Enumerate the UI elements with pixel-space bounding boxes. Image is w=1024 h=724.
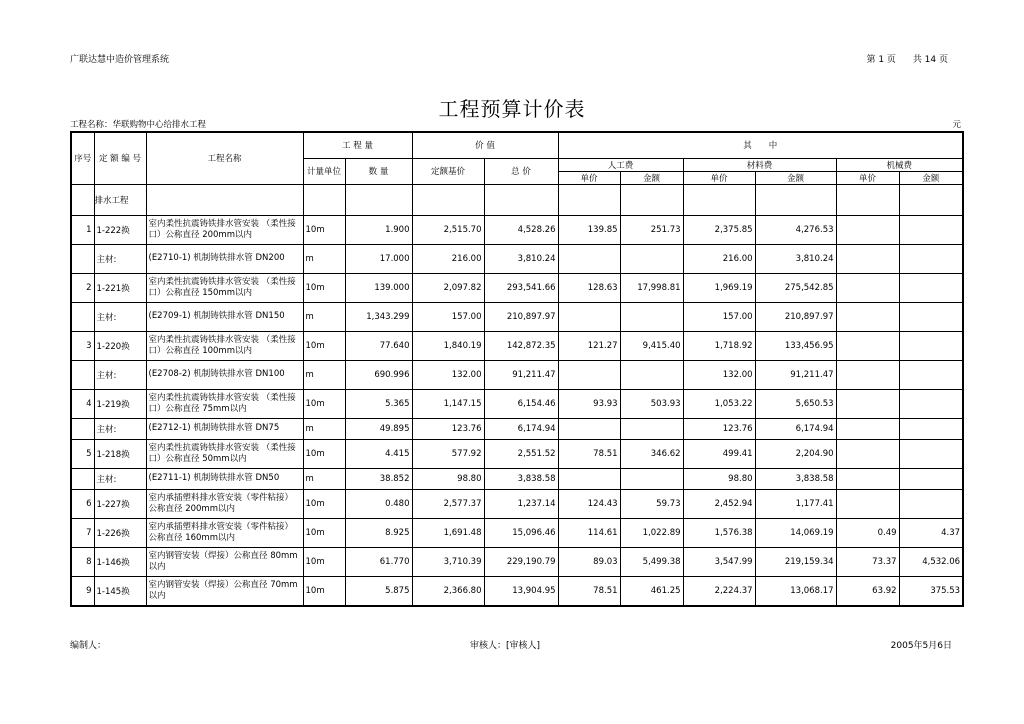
seq-cell: 2	[71, 273, 94, 302]
col-labor-amount: 金额	[620, 171, 683, 184]
qty-cell: 1,343.299	[345, 302, 412, 331]
qty-cell: 690.996	[345, 360, 412, 389]
unit-cell: 10m	[303, 439, 345, 468]
machine-amount-cell	[899, 418, 963, 439]
col-seq: 序号	[71, 132, 94, 184]
unit-cell: 10m	[303, 518, 345, 547]
item-name: 室内柔性抗震铸铁排水管安装 （柔性接口）公称直径 200mm以内	[146, 215, 303, 244]
seq-cell: 4	[71, 389, 94, 418]
qty-cell: 139.000	[345, 273, 412, 302]
unit-cell: 10m	[303, 489, 345, 518]
system-name: 广联达慧中造价管理系统	[70, 55, 170, 65]
col-among: 其 中	[558, 132, 963, 158]
labor-price-cell: 121.27	[558, 331, 620, 360]
material-amount-cell: 13,068.17	[755, 576, 836, 606]
col-qty: 数 量	[345, 158, 412, 184]
qty-cell: 17.000	[345, 244, 412, 273]
machine-amount-cell: 4,532.06	[899, 547, 963, 576]
seq-cell: 7	[71, 518, 94, 547]
col-quota: 定 额 编 号	[94, 132, 146, 184]
total-cell: 3,810.24	[484, 244, 558, 273]
material-amount-cell: 6,174.94	[755, 418, 836, 439]
base-price-cell: 1,691.48	[412, 518, 484, 547]
item-name: 室内柔性抗震铸铁排水管安装 （柔性接口）公称直径 50mm以内	[146, 439, 303, 468]
material-price-cell: 132.00	[683, 360, 755, 389]
unit-cell: m	[303, 302, 345, 331]
material-price-cell: 1,053.22	[683, 389, 755, 418]
unit-cell: m	[303, 468, 345, 489]
item-name: 室内承插塑料排水管安装（零件粘接）公称直径 200mm以内	[146, 489, 303, 518]
unit-cell: 10m	[303, 547, 345, 576]
base-price-cell: 1,840.19	[412, 331, 484, 360]
material-row	[71, 418, 963, 439]
base-price-cell: 577.92	[412, 439, 484, 468]
quota-code: 主材:	[94, 244, 146, 273]
labor-price-cell: 128.63	[558, 273, 620, 302]
seq-cell	[71, 244, 94, 273]
material-price-cell: 216.00	[683, 244, 755, 273]
seq-cell: 9	[71, 576, 94, 606]
material-price-cell: 1,576.38	[683, 518, 755, 547]
machine-price-cell: 63.92	[836, 576, 899, 606]
col-machine: 机械费	[836, 158, 963, 171]
machine-price-cell	[836, 489, 899, 518]
quota-code: 1-226换	[94, 518, 146, 547]
qty-cell: 1.900	[345, 215, 412, 244]
labor-amount-cell: 5,499.38	[620, 547, 683, 576]
material-amount-cell: 3,838.58	[755, 468, 836, 489]
material-price-cell: 499.41	[683, 439, 755, 468]
qty-cell: 77.640	[345, 331, 412, 360]
table-row	[71, 273, 963, 302]
machine-amount-cell	[899, 302, 963, 331]
machine-amount-cell	[899, 468, 963, 489]
material-price-cell: 1,969.19	[683, 273, 755, 302]
material-amount-cell: 3,810.24	[755, 244, 836, 273]
machine-amount-cell	[899, 244, 963, 273]
quota-code: 主材:	[94, 360, 146, 389]
unit-cell: 10m	[303, 576, 345, 606]
unit-cell: 10m	[303, 215, 345, 244]
total-cell: 15,096.46	[484, 518, 558, 547]
material-price-cell: 1,718.92	[683, 331, 755, 360]
total-cell: 4,528.26	[484, 215, 558, 244]
quota-code: 主材:	[94, 468, 146, 489]
machine-amount-cell	[899, 489, 963, 518]
material-price-cell: 98.80	[683, 468, 755, 489]
seq-cell: 6	[71, 489, 94, 518]
col-unit: 计量单位	[303, 158, 345, 184]
material-amount-cell: 2,204.90	[755, 439, 836, 468]
table-row	[71, 489, 963, 518]
labor-price-cell	[558, 360, 620, 389]
quota-code: 1-227换	[94, 489, 146, 518]
material-amount-cell: 91,211.47	[755, 360, 836, 389]
base-price-cell: 1,147.15	[412, 389, 484, 418]
machine-amount-cell	[899, 273, 963, 302]
project-name: 工程名称：华联购物中心给排水工程	[70, 120, 207, 130]
table-row	[71, 576, 963, 606]
total-cell: 13,904.95	[484, 576, 558, 606]
total-cell: 1,237.14	[484, 489, 558, 518]
quota-code: 1-222换	[94, 215, 146, 244]
base-price-cell: 132.00	[412, 360, 484, 389]
machine-price-cell	[836, 215, 899, 244]
seq-cell	[71, 302, 94, 331]
qty-cell: 5.365	[345, 389, 412, 418]
base-price-cell: 216.00	[412, 244, 484, 273]
material-price-cell: 2,224.37	[683, 576, 755, 606]
labor-price-cell	[558, 244, 620, 273]
col-labor-price: 单价	[558, 171, 620, 184]
page-title: 工程预算计价表	[438, 97, 586, 121]
material-amount-cell: 4,276.53	[755, 215, 836, 244]
labor-price-cell	[558, 302, 620, 331]
material-amount-cell: 210,897.97	[755, 302, 836, 331]
section-title: 排水工程	[94, 184, 146, 215]
header-row-1	[71, 132, 963, 158]
col-name: 工程名称	[146, 132, 303, 184]
table-row	[71, 215, 963, 244]
total-cell: 2,551.52	[484, 439, 558, 468]
labor-amount-cell: 59.73	[620, 489, 683, 518]
quota-code: 1-219换	[94, 389, 146, 418]
labor-amount-cell	[620, 360, 683, 389]
currency-unit: 元	[952, 120, 961, 130]
machine-amount-cell	[899, 331, 963, 360]
material-price-cell: 2,375.85	[683, 215, 755, 244]
labor-price-cell: 78.51	[558, 439, 620, 468]
item-name: (E2711-1) 机制铸铁排水管 DN50	[146, 468, 303, 489]
report-date: 2005年5月6日	[890, 641, 952, 651]
base-price-cell: 2,097.82	[412, 273, 484, 302]
item-name: 室内承插塑料排水管安装（零件粘接）公称直径 160mm以内	[146, 518, 303, 547]
unit-cell: m	[303, 418, 345, 439]
material-amount-cell: 275,542.85	[755, 273, 836, 302]
base-price-cell: 2,515.70	[412, 215, 484, 244]
labor-price-cell: 114.61	[558, 518, 620, 547]
machine-price-cell: 73.37	[836, 547, 899, 576]
material-amount-cell: 14,069.19	[755, 518, 836, 547]
seq-cell	[71, 418, 94, 439]
page-total: 共 14 页	[912, 55, 948, 65]
material-row	[71, 244, 963, 273]
col-qty-group: 工 程 量	[303, 132, 412, 158]
material-amount-cell: 219,159.34	[755, 547, 836, 576]
seq-cell: 3	[71, 331, 94, 360]
base-price-cell: 157.00	[412, 302, 484, 331]
total-cell: 6,154.46	[484, 389, 558, 418]
page-number: 第 1 页	[866, 55, 896, 65]
total-cell: 6,174.94	[484, 418, 558, 439]
machine-amount-cell	[899, 360, 963, 389]
unit-cell: 10m	[303, 273, 345, 302]
col-labor: 人工费	[558, 158, 683, 171]
machine-price-cell	[836, 244, 899, 273]
machine-price-cell: 0.49	[836, 518, 899, 547]
item-name: 室内柔性抗震铸铁排水管安装 （柔性接口）公称直径 75mm以内	[146, 389, 303, 418]
base-price-cell: 2,577.37	[412, 489, 484, 518]
col-machine-amount: 金额	[899, 171, 963, 184]
seq-cell	[71, 468, 94, 489]
budget-table	[70, 131, 964, 607]
seq-cell	[71, 360, 94, 389]
seq-cell: 8	[71, 547, 94, 576]
col-material-amount: 金额	[755, 171, 836, 184]
prepared-by: 编制人：	[70, 641, 107, 651]
labor-amount-cell: 17,998.81	[620, 273, 683, 302]
qty-cell: 8.925	[345, 518, 412, 547]
machine-amount-cell	[899, 439, 963, 468]
machine-price-cell	[836, 418, 899, 439]
section-row	[71, 184, 963, 215]
material-amount-cell: 1,177.41	[755, 489, 836, 518]
quota-code: 1-145换	[94, 576, 146, 606]
item-name: 室内柔性抗震铸铁排水管安装 （柔性接口）公称直径 100mm以内	[146, 331, 303, 360]
total-cell: 229,190.79	[484, 547, 558, 576]
machine-price-cell	[836, 360, 899, 389]
labor-amount-cell: 251.73	[620, 215, 683, 244]
base-price-cell: 2,366.80	[412, 576, 484, 606]
material-price-cell: 123.76	[683, 418, 755, 439]
total-cell: 91,211.47	[484, 360, 558, 389]
qty-cell: 38.852	[345, 468, 412, 489]
unit-cell: m	[303, 360, 345, 389]
machine-price-cell	[836, 389, 899, 418]
quota-code: 1-220换	[94, 331, 146, 360]
labor-amount-cell	[620, 418, 683, 439]
item-name: (E2710-1) 机制铸铁排水管 DN200	[146, 244, 303, 273]
machine-price-cell	[836, 331, 899, 360]
table-row	[71, 518, 963, 547]
machine-price-cell	[836, 273, 899, 302]
item-name: 室内柔性抗震铸铁排水管安装 （柔性接口）公称直径 150mm以内	[146, 273, 303, 302]
base-price-cell: 98.80	[412, 468, 484, 489]
col-base-price: 定额基价	[412, 158, 484, 184]
unit-cell: 10m	[303, 389, 345, 418]
total-cell: 142,872.35	[484, 331, 558, 360]
material-amount-cell: 5,650.53	[755, 389, 836, 418]
seq-cell: 1	[71, 215, 94, 244]
table-row	[71, 547, 963, 576]
quota-code: 主材:	[94, 418, 146, 439]
seq-cell: 5	[71, 439, 94, 468]
labor-amount-cell: 503.93	[620, 389, 683, 418]
col-material-price: 单价	[683, 171, 755, 184]
labor-amount-cell	[620, 302, 683, 331]
labor-amount-cell: 461.25	[620, 576, 683, 606]
machine-price-cell	[836, 439, 899, 468]
material-amount-cell: 133,456.95	[755, 331, 836, 360]
table-row	[71, 439, 963, 468]
table-row	[71, 331, 963, 360]
labor-amount-cell: 9,415.40	[620, 331, 683, 360]
item-name: 室内钢管安装（焊接）公称直径 70mm以内	[146, 576, 303, 606]
machine-price-cell	[836, 302, 899, 331]
base-price-cell: 123.76	[412, 418, 484, 439]
qty-cell: 5.875	[345, 576, 412, 606]
material-price-cell: 3,547.99	[683, 547, 755, 576]
machine-price-cell	[836, 468, 899, 489]
labor-amount-cell	[620, 468, 683, 489]
qty-cell: 0.480	[345, 489, 412, 518]
item-name: (E2712-1) 机制铸铁排水管 DN75	[146, 418, 303, 439]
item-name: (E2708-2) 机制铸铁排水管 DN100	[146, 360, 303, 389]
material-price-cell: 157.00	[683, 302, 755, 331]
material-row	[71, 302, 963, 331]
machine-amount-cell	[899, 389, 963, 418]
material-price-cell: 2,452.94	[683, 489, 755, 518]
labor-amount-cell: 1,022.89	[620, 518, 683, 547]
quota-code: 主材:	[94, 302, 146, 331]
item-name: (E2709-1) 机制铸铁排水管 DN150	[146, 302, 303, 331]
col-total: 总 价	[484, 158, 558, 184]
machine-amount-cell	[899, 215, 963, 244]
col-machine-price: 单价	[836, 171, 899, 184]
machine-amount-cell: 4.37	[899, 518, 963, 547]
quota-code: 1-221换	[94, 273, 146, 302]
labor-price-cell: 78.51	[558, 576, 620, 606]
total-cell: 3,838.58	[484, 468, 558, 489]
labor-price-cell: 93.93	[558, 389, 620, 418]
labor-price-cell: 124.43	[558, 489, 620, 518]
quota-code: 1-146换	[94, 547, 146, 576]
total-cell: 210,897.97	[484, 302, 558, 331]
page-indicator	[860, 52, 948, 65]
unit-cell: m	[303, 244, 345, 273]
col-material: 材料费	[683, 158, 836, 171]
quota-code: 1-218换	[94, 439, 146, 468]
total-cell: 293,541.66	[484, 273, 558, 302]
labor-amount-cell	[620, 244, 683, 273]
reviewer: 审核人：[审核人]	[470, 641, 541, 651]
qty-cell: 49.895	[345, 418, 412, 439]
col-price-group: 价 值	[412, 132, 558, 158]
machine-amount-cell: 375.53	[899, 576, 963, 606]
labor-price-cell: 139.85	[558, 215, 620, 244]
qty-cell: 61.770	[345, 547, 412, 576]
base-price-cell: 3,710.39	[412, 547, 484, 576]
labor-amount-cell: 346.62	[620, 439, 683, 468]
labor-price-cell	[558, 418, 620, 439]
unit-cell: 10m	[303, 331, 345, 360]
item-name: 室内钢管安装（焊接）公称直径 80mm以内	[146, 547, 303, 576]
material-row	[71, 468, 963, 489]
qty-cell: 4.415	[345, 439, 412, 468]
labor-price-cell: 89.03	[558, 547, 620, 576]
material-row	[71, 360, 963, 389]
table-row	[71, 389, 963, 418]
labor-price-cell	[558, 468, 620, 489]
